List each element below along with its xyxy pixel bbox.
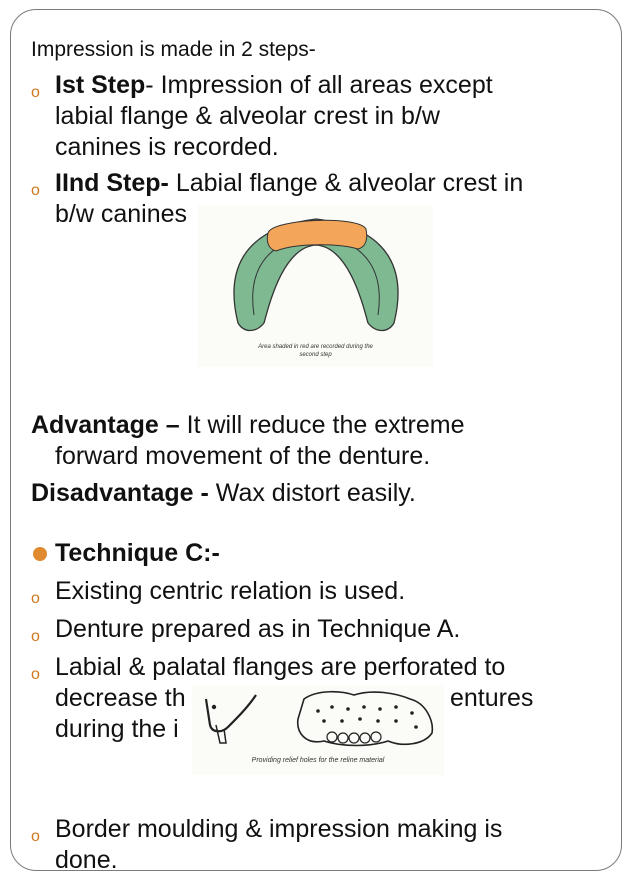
item3-line3: during the i (55, 715, 179, 743)
technique-heading (55, 538, 220, 569)
step1-label: Ist Step (55, 71, 146, 99)
intro-text: Impression is made in 2 steps- (31, 38, 316, 61)
step1-line2: labial flange & alveolar crest in b/w (55, 102, 440, 130)
item3-line2b: entures (450, 684, 534, 712)
advantage-line1 (31, 410, 465, 441)
bullet-item3: o (31, 666, 40, 683)
relief-hole-dots (316, 705, 418, 729)
technique-bullet (33, 547, 47, 561)
disadvantage-line (31, 478, 416, 509)
figure1-caption-line2: second step (299, 352, 332, 358)
bullet-item2: o (31, 628, 40, 645)
item2-text: Denture prepared as in Technique A. (55, 615, 461, 643)
item1-text: Existing centric relation is used. (55, 577, 406, 605)
relief-hole (212, 705, 216, 709)
step1-line1 (55, 70, 493, 101)
item4-line2: done. (55, 846, 118, 874)
step2-line2: b/w canines (55, 200, 188, 228)
advantage-line2: forward movement of the denture. (55, 442, 431, 470)
bullet-item4: o (31, 828, 40, 845)
figure-palate-diagram (198, 205, 433, 367)
bullet-item1: o (31, 590, 40, 607)
item4-line1: Border moulding & impression making is (55, 815, 503, 843)
step1-text: - Impression of all areas except (145, 71, 493, 99)
tooth-section (216, 725, 226, 743)
step2-line1 (55, 168, 523, 199)
step2-label: IInd Step- (55, 169, 169, 197)
technique-label: Technique C:- (55, 539, 220, 567)
figure1-caption-line1: Area shaded in red are recorded during the (258, 344, 373, 350)
advantage-text: It will reduce the extreme (179, 411, 465, 439)
item3-line2a: decrease th (55, 684, 186, 712)
step1-line3: canines is recorded. (55, 133, 279, 161)
advantage-label: Advantage – (31, 411, 180, 439)
denture-outline (298, 692, 433, 746)
shaded-anterior-area (267, 220, 366, 251)
figure2-caption: Providing relief holes for the reline material (251, 757, 385, 764)
flange-section (206, 695, 256, 731)
bullet-step1: o (31, 84, 40, 101)
teeth-row (327, 732, 381, 743)
step2-text: Labial flange & alveolar crest in (168, 169, 524, 197)
disadvantage-text: Wax distort easily. (208, 479, 416, 507)
item3-line1: Labial & palatal flanges are perforated to (55, 653, 506, 681)
figure-relief-holes (192, 685, 444, 775)
bullet-step2: o (31, 182, 40, 199)
disadvantage-label: Disadvantage - (31, 479, 209, 507)
